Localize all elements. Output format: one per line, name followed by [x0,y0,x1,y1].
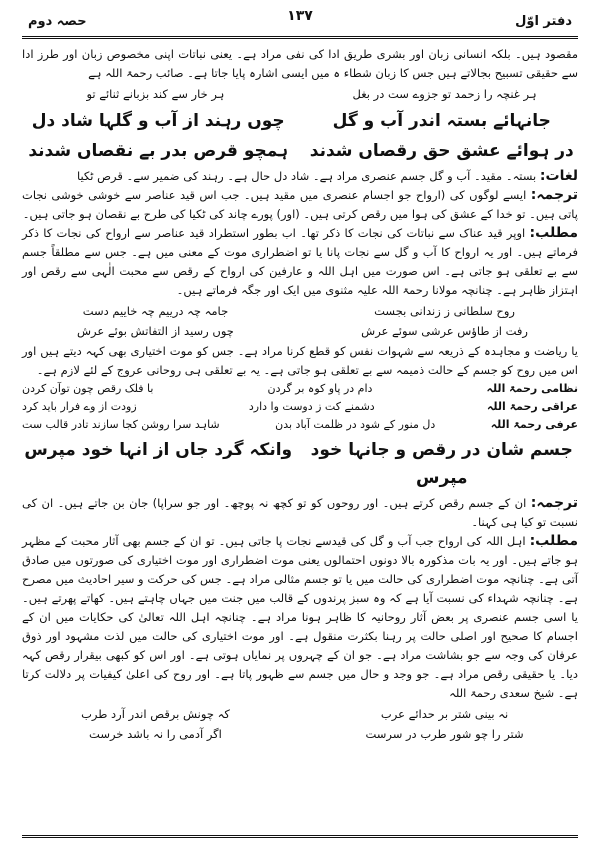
riyazat-paragraph: یا ریاضت و مجاہدہ کے ذریعہ سے شہوات نفس کو قطع کرنا مراد ہے۔ جس کو موت اختیاری بھی کہہ دیتے ہیں اور اس میں روح کو جسم کے حالت ذمیمہ سے بے تعلقی ہو جاتی ہے۔ یہ بے تعلقی ہی روحانی عروج کے لئے لازم ہے۔ [22,344,578,377]
verse-saadi-2 [22,725,578,743]
poet-attribution: عرفی رحمۃ اللہ [490,418,578,431]
couplet-hemistich-2: چوں رہند از آب و گلہا شاد دل [31,111,285,131]
verse-urfi [22,416,578,434]
poet-attribution: نظامی رحمۃ اللہ [486,382,578,395]
header-divider [22,36,578,39]
footer-divider [22,835,578,838]
verse-saadi-1 [22,705,578,723]
couplet-hemistich-2: وانکہ گرد جاں از انہا خود مپرس [24,440,293,460]
book-volume: دفتر اوّل [515,14,572,29]
matlab-label: مطلب: [529,225,578,241]
matlab2-label: مطلب: [529,533,579,549]
tarjuma2-label: ترجمہ: [530,495,579,511]
matlab2-paragraph [22,532,578,703]
poet-attribution: عراقی رحمۃ اللہ [486,400,578,413]
verse-second-line: چوں رسید از التفاتش بوئے عرش [76,324,234,338]
verse-second-line: شاہد سرا روشن کجا سازند تادر قالب ست [22,418,220,431]
verse-maulana-2 [22,322,578,340]
verse-second-line: زودت از وے فرار باید کرد [22,400,137,413]
verse-second-line: ہر خار سے کند بزبانے ثنائے تو [86,87,225,101]
page-header [22,6,578,36]
verse-saib [22,85,578,103]
verse-first-line: دام در پاو کوہ بر گردن [267,382,373,395]
lughat-paragraph [22,167,578,186]
couplet-hemistich-1: جسم شان در رقص و جانہا خود مپرس [310,440,573,488]
verse-second-line: کہ چونش برقص اندر آرد طرب [81,707,230,721]
main-couplet-line-1 [22,107,578,135]
verse-first-line: دل منور کے شود در ظلمت آباد بدن [275,418,436,431]
verse-first-line: نہ بینی شتر بر حدائے عرب [380,707,509,721]
main-couplet-line-2 [22,137,578,165]
verse-first-line: دشمنے کت ز دوست وا دارد [248,400,375,413]
lughat-label: لغات: [539,168,578,184]
second-couplet [22,436,578,492]
intro-paragraph: مقصود ہیں۔ بلکہ انسانی زبان اور بشری طریق ادا کی نفی مراد ہے۔ یعنی نباتات اپنی مخصوص زبان اور طرز ادا سے حقیقی تسبیح بجالاتے ہیں جس کا زبان شطاء ہ میں ایسی اشارہ پایا جاتا ہے۔ صائب رحمۃ اللہ ہے [22,47,578,80]
verse-first-line: روح سلطانی ز زندانی بجست [374,304,515,318]
lughat-text: بستہ۔ مقید۔ آب و گل جسم عنصری مراد ہے۔ شاد دل حال ہے۔ رہند کی ضمیر سے۔ قرص ٹکیا [76,169,537,183]
verse-first-line: ہر غنچہ را زحمد تو جزوے ست در بغل [352,87,537,101]
verse-first-line: شتر را چو شور طرب در سرست [365,727,524,741]
tarjuma2-paragraph [22,494,578,532]
couplet-hemistich-3: در ہوائے عشق حق رقصاں شدند [309,141,574,161]
tarjuma-paragraph [22,186,578,224]
verse-nizami [22,380,578,398]
verse-second-line: با فلک رقص چون توآن کردن [22,382,154,395]
document-page [22,6,578,846]
tarjuma2-text: ان کے جسم رقص کرتے ہیں۔ اور روحوں کو تو کچھ نہ پوچھ۔ اور جو سراپا) جان بن جاتے ہیں۔ ان کی نسبت تو کیا ہی کہنا۔ [22,496,578,529]
couplet-hemistich-1: جانہائے بستہ اندر آب و گل [332,111,551,131]
couplet-hemistich-4: ہمچو قرص بدر بے نقصاں شدند [28,141,289,161]
book-part: حصہ دوم [28,14,87,29]
verse-iraqi [22,398,578,416]
verse-maulana-1 [22,302,578,320]
verse-first-line: رفت از طاؤس عرشی سوئے عرش [361,324,528,338]
tarjuma-text: ایسے لوگوں کی (ارواح جو اجسام عنصری میں مقید ہیں۔ جب اس قید عناصر سے خوشی خوشی نجات پاتی ہیں۔ تو خدا کے عشق کی ہوا میں رقص کرتی ہیں۔ (اور) پورے چاند کی ٹکیا کی طرح بے نقصان ہو جاتی ہیں۔ [22,188,578,221]
tarjuma-label: ترجمہ: [530,187,578,203]
verse-second-line: اگر آدمی را نہ باشد خرست [89,727,222,741]
matlab-paragraph [22,224,578,300]
matlab2-text: اہل اللہ کی ارواح جب آب و گل کی قیدسے نجات پا جاتی ہیں۔ تو ان کے جسم بھی آثار محبت کے مظہر ہو جاتے ہیں۔ اور یہ بات مذکورہ بالا دونوں احتمالوں یعنی موت اضطراری اور موت اختیاری کی صورتوں میں صادق آتی ہے۔ چنانچہ موت اضطراری کی حالت میں یا تو جسم مثالی مراد ہے۔ جس کی حرکت و سیر احادیث میں مصرح ہے۔ چنانچہ شہداء کی نسبت آیا ہے کہ وہ سبز پرندوں کے قالب میں جنت میں جہاں چاہتے ہیں۔ کھاتے پھرتے ہیں۔ یا اسی جسم عنصری پر بعض آثار روحانیہ کا ظاہر ہونا مراد ہے۔ چنانچہ اہل اللہ تعالیٰ کی حکایات میں ان کے اجسام کا صحیح اور اصلی حالت پر رہنا بکثرت منقول ہے۔ اور موت اختیاری کی حالت میں لذت مشہود اور ذوق عرفان کی وجہ سے جو بشاشت مراد ہے۔ جو ان کے چہروں پر نمایاں ہوتی ہے۔ اور اس کو کبھی بیقرار رقص کہہ دیا۔ یا حقیقی رقص مراد ہے۔ جو وجد و حال میں جسم سے ظہور پاتا ہے۔ اور روح کی اعلیٰ کیفیات پر دلالت کرتا ہے۔ شیخ سعدی رحمۃ اللہ [22,534,578,700]
matlab-text: اوپر قید عناک سے نباتات کی نجات کا ذکر تھا۔ اب بطور استطراد قید عناصر سے ارواح کی نجات کا ذکر فرماتے ہیں۔ اور یہ ارواح کا آب و گل سے نجات پانا یا تو اضطراری موت کے معنی میں ہے۔ جس سے مطلقاً جسم سے بے تعلقی ہو جاتی ہے۔ اس صورت میں اہل اللہ و عارفین کی ارواح کے رقص سے محبت الٰہی سے رقص اور اہتزاز ظاہر ہے۔ چنانچہ مولانا رحمۃ اللہ علیہ مثنوی میں ایک اور جگہ فرماتے ہیں۔ [22,226,578,297]
verse-second-line: جامہ چہ درییم چہ خاییم دست [82,304,229,318]
page-number: ۱۳۷ [287,8,313,24]
